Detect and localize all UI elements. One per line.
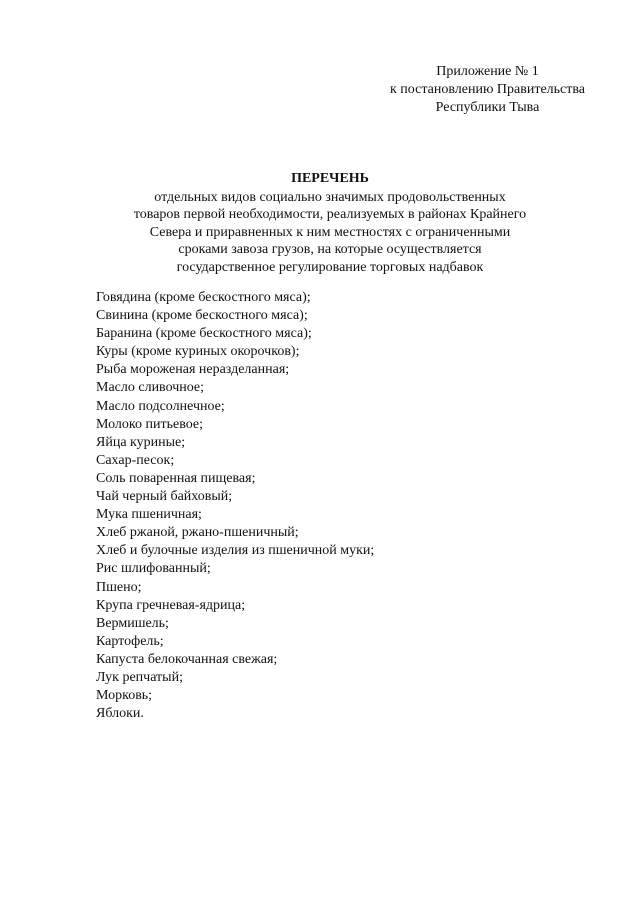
list-item: Яйца куриные;	[96, 434, 186, 450]
list-item: Вермишель;	[96, 615, 169, 631]
list-item: Хлеб и булочные изделия из пшеничной муки;	[96, 543, 375, 559]
list-item: Крупа гречневая-ядрица;	[96, 597, 246, 613]
list-item: Говядина (кроме бескостного мяса);	[96, 290, 311, 305]
heading-line: отдельных видов социально значимых продовольственных	[154, 189, 506, 205]
list-item: Масло подсолнечное;	[96, 398, 225, 414]
list-item: Соль поваренная пищевая;	[96, 470, 256, 486]
list-item: Картофель;	[96, 633, 164, 649]
heading-line: Севера и приравненных к ним местностях с ограниченными	[149, 224, 511, 240]
heading-line: товаров первой необходимости, реализуемых в районах Крайнего	[133, 207, 527, 222]
list-item: Лук репчатый;	[96, 669, 183, 685]
list-item: Морковь;	[96, 688, 153, 704]
appendix-number: Приложение № 1	[436, 64, 539, 79]
heading-line: государственное регулирование торговых надбавок	[176, 259, 484, 275]
list-item: Мука пшеничная;	[96, 507, 202, 523]
list-item: Масло сливочное;	[96, 380, 205, 396]
appendix-resolution-ref: к постановлению Правительства	[389, 82, 586, 97]
list-item: Куры (кроме куриных окорочков);	[96, 344, 300, 360]
list-item: Сахар-песок;	[96, 452, 175, 468]
appendix-header	[380, 63, 595, 117]
appendix-republic: Республики Тыва	[435, 100, 540, 115]
list-item: Баранина (кроме бескостного мяса);	[96, 326, 312, 342]
list-item: Свинина (кроме бескостного мяса);	[96, 308, 308, 324]
list-item: Молоко питьевое;	[96, 416, 203, 432]
document-heading	[100, 170, 560, 276]
list-item: Рис шлифованный;	[96, 561, 211, 577]
list-item: Чай черный байховый;	[96, 489, 233, 505]
list-item: Хлеб ржаной, ржано-пшеничный;	[96, 525, 299, 541]
list-item: Пшено;	[96, 579, 142, 595]
document-title: ПЕРЕЧЕНЬ	[291, 171, 369, 186]
heading-line: сроками завоза грузов, на которые осуществляется	[178, 242, 482, 257]
list-item: Рыба мороженая неразделанная;	[96, 362, 290, 378]
list-item: Капуста белокочанная свежая;	[96, 651, 278, 667]
list-item: Яблоки.	[96, 706, 144, 722]
goods-list	[96, 289, 536, 723]
